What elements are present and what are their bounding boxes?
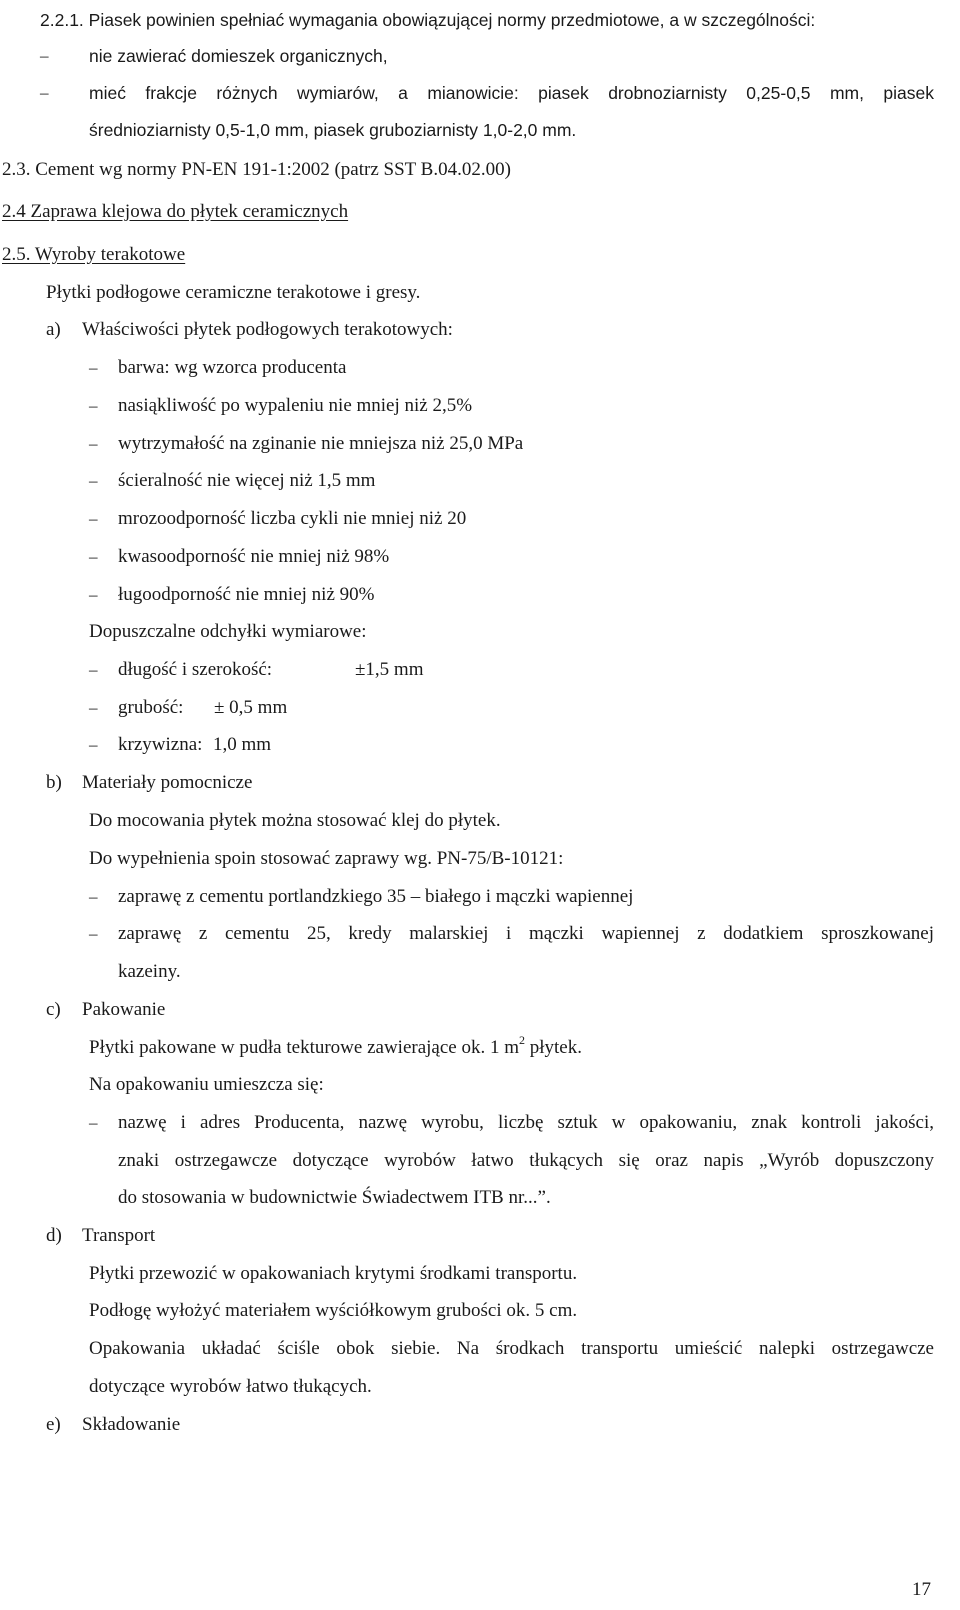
tolerance-value: 1,0 mm <box>213 734 272 755</box>
paragraph-line: Na opakowaniu umieszcza się: <box>89 1074 324 1095</box>
list-item: zaprawę z cementu 25, kredy malarskiej i mączki wapiennej z dodatkiem sproszkowanej <box>118 923 934 944</box>
list-item: nazwę i adres Producenta, nazwę wyrobu, liczbę sztuk w opakowaniu, znak kontroli jakości, <box>118 1112 934 1133</box>
section-number: 2.2.1. <box>40 10 84 30</box>
property-item: ścieralność nie więcej niż 1,5 mm <box>118 470 376 491</box>
list-dash: – <box>89 887 98 906</box>
page-number: 17 <box>912 1579 931 1600</box>
list-dash: – <box>89 1113 98 1132</box>
section-2-5-intro: Płytki podłogowe ceramiczne terakotowe i gresy. <box>46 282 421 303</box>
property-item: mrozoodporność liczba cykli nie mniej niż 20 <box>118 508 467 529</box>
property-item: kwasoodporność nie mniej niż 98% <box>118 546 390 567</box>
item-label-a: a) <box>46 319 61 340</box>
property-item: nasiąkliwość po wypaleniu nie mniej niż 2,5% <box>118 395 473 416</box>
list-dash: – <box>89 471 98 490</box>
paragraph-line: Opakowania układać ściśle obok siebie. Na środkach transportu umieścić nalepki ostrzegawcze <box>89 1338 934 1359</box>
paragraph-line: Płytki przewozić w opakowaniach krytymi środkami transportu. <box>89 1263 578 1284</box>
list-dash: – <box>89 434 98 453</box>
list-dash: – <box>89 358 98 377</box>
tolerance-value: ± 0,5 mm <box>214 697 288 718</box>
list-dash: – <box>89 660 98 679</box>
property-item: wytrzymałość na zginanie nie mniejsza niż 25,0 MPa <box>118 433 524 454</box>
item-label-d: d) <box>46 1225 62 1246</box>
item-label-e: e) <box>46 1414 61 1435</box>
list-dash: – <box>40 46 49 65</box>
list-dash: – <box>89 396 98 415</box>
list-dash: – <box>89 735 98 754</box>
section-2-3: 2.3. Cement wg normy PN-EN 191-1:2002 (patrz SST B.04.02.00) <box>2 159 511 180</box>
tolerances-title: Dopuszczalne odchyłki wymiarowe: <box>89 621 367 642</box>
packing-text: Płytki pakowane w pudła tekturowe zawierające ok. 1 m <box>89 1037 519 1058</box>
tolerance-label: grubość: <box>118 697 184 718</box>
list-item-continuation: średnioziarnisty 0,5-1,0 mm, piasek gruboziarnisty 1,0-2,0 mm. <box>89 120 577 140</box>
paragraph-line: dotyczące wyrobów łatwo tłukących. <box>89 1376 372 1397</box>
item-label-c: c) <box>46 999 61 1020</box>
item-title-c: Pakowanie <box>82 999 166 1020</box>
list-item: mieć frakcje różnych wymiarów, a mianowicie: piasek drobnoziarnisty 0,25-0,5 mm, piasek <box>89 83 934 103</box>
list-dash: – <box>40 83 49 102</box>
item-label-b: b) <box>46 772 62 793</box>
list-dash: – <box>89 547 98 566</box>
packing-text-end: płytek. <box>525 1037 582 1058</box>
list-dash: – <box>89 585 98 604</box>
item-title-d: Transport <box>82 1225 156 1246</box>
item-title-e: Składowanie <box>82 1414 181 1435</box>
property-item: ługoodporność nie mniej niż 90% <box>118 584 375 605</box>
tolerance-label: długość i szerokość: <box>118 659 273 680</box>
section-text: Piasek powinien spełniać wymagania obowiązującej normy przedmiotowe, a w szczególności: <box>83 10 816 30</box>
item-title-b: Materiały pomocnicze <box>82 772 253 793</box>
paragraph-line: Podłogę wyłożyć materiałem wyściółkowym grubości ok. 5 cm. <box>89 1300 578 1321</box>
paragraph-line: Do mocowania płytek można stosować klej do płytek. <box>89 810 501 831</box>
paragraph-line: Do wypełnienia spoin stosować zaprawy wg. PN-75/B-10121: <box>89 848 564 869</box>
list-item: nie zawierać domieszek organicznych, <box>89 46 388 66</box>
list-dash: – <box>89 924 98 943</box>
section-2-5-heading: 2.5. Wyroby terakotowe <box>2 244 186 265</box>
tolerance-label: krzywizna: <box>118 734 203 755</box>
property-item: barwa: wg wzorca producenta <box>118 357 347 378</box>
list-item-continuation: znaki ostrzegawcze dotyczące wyrobów łatwo tłukących się oraz napis „Wyrób dopuszczony <box>118 1150 934 1171</box>
tolerance-value: ±1,5 mm <box>355 659 424 680</box>
superscript-2: 2 <box>519 1032 525 1047</box>
paragraph-line <box>89 1032 582 1060</box>
section-2-4: 2.4 Zaprawa klejowa do płytek ceramicznych <box>2 201 349 222</box>
item-title-a: Właściwości płytek podłogowych terakotowych: <box>82 319 453 340</box>
list-dash: – <box>89 509 98 528</box>
list-item-continuation: kazeiny. <box>118 961 181 982</box>
section-2-2-1 <box>40 8 815 32</box>
list-item-continuation: do stosowania w budownictwie Świadectwem ITB nr...”. <box>118 1187 551 1208</box>
list-item: zaprawę z cementu portlandzkiego 35 – białego i mączki wapiennej <box>118 886 634 907</box>
list-dash: – <box>89 698 98 717</box>
